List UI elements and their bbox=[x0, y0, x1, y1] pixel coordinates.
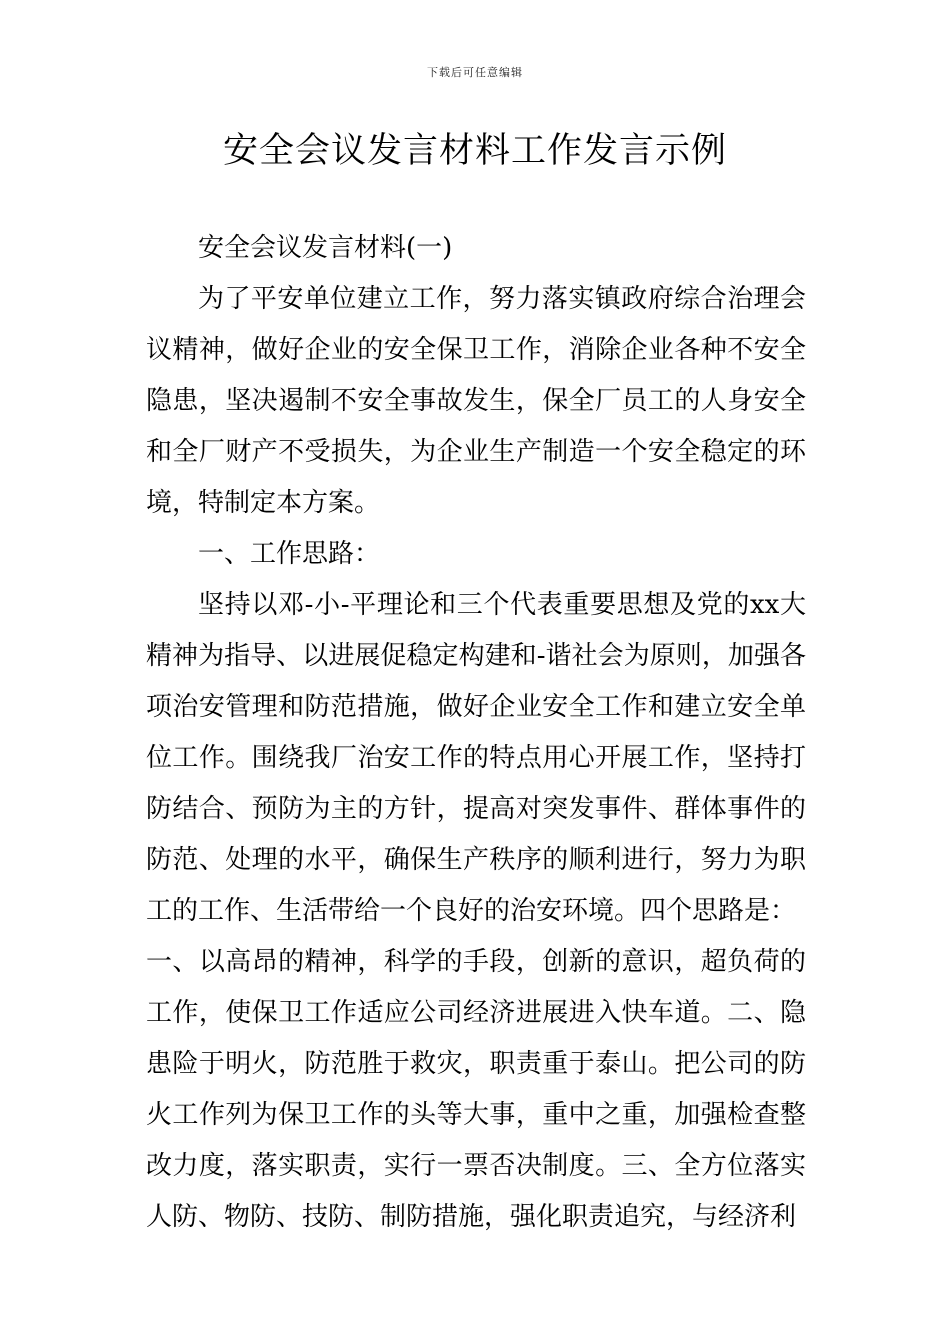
body-paragraph: 坚持以邓-小-平理论和三个代表重要思想及党的xx大精神为指导、以进展促稳定构建和-谐社会为原则，加强各项治安管理和防范措施，做好企业安全工作和建立安全单位工作。围绕我厂治安工作的特点用心开展工作，坚持打防结合、预防为主的方针，提高对突发事件、群体事件的防范、处理的水平，确保生产秩序的顺利进行，努力为职工的工作、生活带给一个良好的治安环境。四个思路是： bbox=[146, 590, 806, 926]
document-title: 安全会议发言材料工作发言示例 bbox=[222, 131, 727, 171]
section-heading: 安全会议发言材料(一) bbox=[198, 233, 453, 263]
body-paragraph: 为了平安单位建立工作，努力落实镇政府综合治理会议精神，做好企业的安全保卫工作，消除企业各种不安全隐患，坚决遏制不安全事故发生，保全厂员工的人身安全和全厂财产不受损失，为企业生产制造一个安全稳定的环境，特制定本方案。 bbox=[146, 284, 806, 518]
header-note: 下载后可任意编辑 bbox=[427, 66, 523, 79]
document-body bbox=[146, 223, 806, 1243]
section-heading: 一、工作思路： bbox=[198, 539, 381, 569]
body-paragraph: 一、以高昂的精神，科学的手段，创新的意识，超负荷的工作，使保卫工作适应公司经济进展进入快车道。二、隐患险于明火，防范胜于救灾，职责重于泰山。把公司的防火工作列为保卫工作的头等大事，重中之重，加强检查整改力度，落实职责，实行一票否决制度。三、全方位落实人防、物防、技防、制防措施，强化职责追究，与经济利 bbox=[146, 947, 806, 1232]
